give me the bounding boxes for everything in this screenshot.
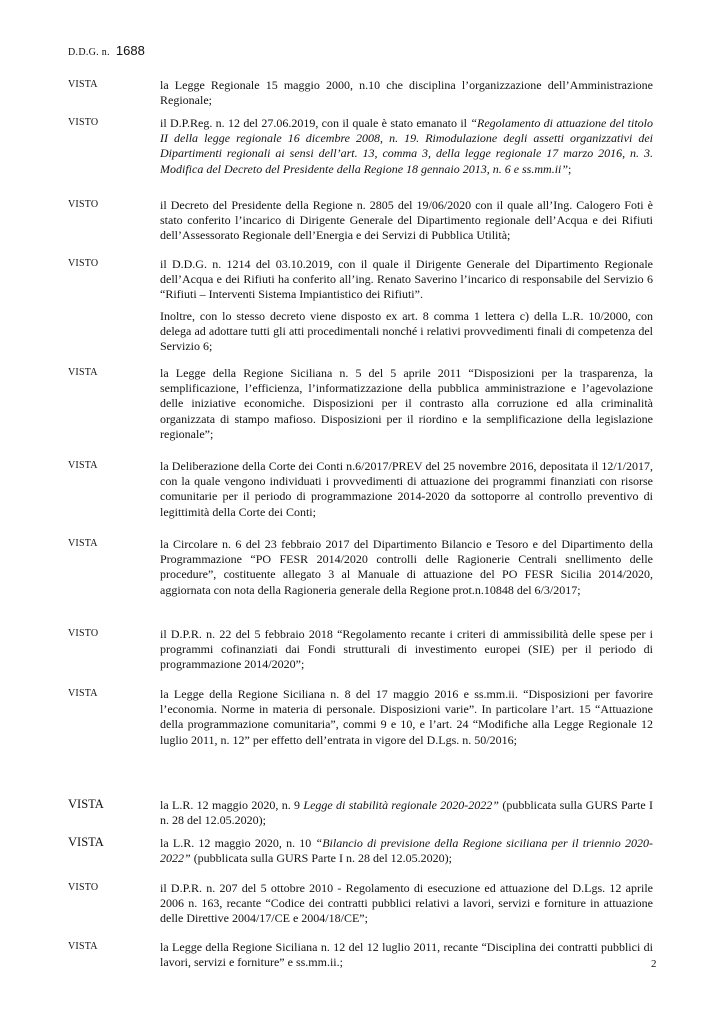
recital-text-segment: il D.D.G. n. 1214 del 03.10.2019, con il quale il Dirigente Generale del Dipartimento Regionale dell’Acqua e dei Rifiuti ha conferito all’ing. Renato Saverino l’incarico di responsabile del Servizio 6 “Rifiuti – Interventi Sistema Impiantistico dei Rifiuti”. <box>160 257 653 302</box>
recital-text-segment: la Legge Regionale 15 maggio 2000, n.10 che disciplina l’organizzazione dell’Amministrazione Regionale; <box>160 78 653 108</box>
recital-text-segment: il D.P.R. n. 207 del 5 ottobre 2010 - Regolamento di esecuzione ed attuazione del D.Lgs. 12 aprile 2006 n. 163, recante “Codice dei contratti pubblici relativi a lavori, servizi e forniture in attuazione delle Direttive 2004/17/CE e 2004/18/CE”; <box>160 881 653 926</box>
recital-text-segment: la L.R. 12 maggio 2020, n. 10 <box>160 836 316 850</box>
recital-text <box>160 116 653 177</box>
recital-text <box>160 798 653 828</box>
recital-label: VISTO <box>68 628 99 639</box>
recital-paragraph <box>160 940 653 970</box>
recital-label: VISTA <box>68 367 98 378</box>
recital-text <box>160 537 653 598</box>
recital-paragraph <box>160 836 653 866</box>
recital-italic-text: Legge di stabilità regionale 2020-2022” <box>303 798 499 812</box>
recital-paragraph <box>160 459 653 520</box>
recital-label: VISTO <box>68 117 99 128</box>
recital-italic-text: “Bilancio di previsione della Regione siciliana per il triennio 2020-2022” <box>160 836 653 866</box>
recital-label: VISTA <box>68 835 104 849</box>
recital-paragraph <box>160 257 653 303</box>
recital-text <box>160 881 653 927</box>
recital-paragraph <box>160 116 653 177</box>
recital-label: VISTO <box>68 199 99 210</box>
recital-text-segment: la Legge della Regione Siciliana n. 12 del 12 luglio 2011, recante “Disciplina dei contratti pubblici di lavori, servizi e forniture” e ss.mm.ii.; <box>160 940 653 970</box>
recital-paragraph <box>160 798 653 828</box>
recital-text-segment: il Decreto del Presidente della Regione n. 2805 del 19/06/2020 con il quale all’Ing. Calogero Foti è stato conferito l’incarico di Dirigente Generale del Dipartimento regionale dell’Acqua e dei Rifiuti dell’Assessorato Regionale dell’Energia e dei Servizi di Pubblica Utilità; <box>160 198 653 243</box>
recital-paragraph <box>160 627 653 673</box>
recital-text-segment: la L.R. 12 maggio 2020, n. 9 <box>160 798 304 812</box>
recital-label: VISTO <box>68 882 99 893</box>
recital-paragraph <box>160 366 653 442</box>
recital-text-segment: Inoltre, con lo stesso decreto viene disposto ex art. 8 comma 1 lettera c) della L.R. 10/2000, con delega ad adottare tutti gli atti procedimentali nonché i relativi provvedimenti finali di competenza del Servizio 6; <box>160 308 653 354</box>
recital-text <box>160 366 653 442</box>
recital-text <box>160 836 653 866</box>
recital-text <box>160 257 653 354</box>
decree-code-label: D.D.G. n. <box>68 47 110 58</box>
recital-text <box>160 198 653 244</box>
recital-text-segment: il D.P.R. n. 22 del 5 febbraio 2018 “Regolamento recante i criteri di ammissibilità delle spese per i programmi cofinanziati dai Fondi strutturali di investimento europei (SIE) per il periodo di programmazione 2014/2020”; <box>160 627 653 672</box>
page-number: 2 <box>651 958 657 970</box>
recital-label: VISTA <box>68 797 104 811</box>
recital-paragraph <box>160 881 653 927</box>
recital-text-segment: la Legge della Regione Siciliana n. 8 del 17 maggio 2016 e ss.mm.ii. “Disposizioni per favorire l’economia. Norme in materia di personale. Disposizioni varie”. In particolare l’art. 15 “Attuazione della programmazione comunitaria”, commi 9 e 10, e l’art. 24 “Modifiche alla Legge Regionale 12 luglio 2011, n. 12” per effetto dell’entrata in vigore del D.Lgs. n. 50/2016; <box>160 687 653 747</box>
recital-paragraph <box>160 198 653 244</box>
recital-label: VISTA <box>68 79 98 90</box>
recital-text-segment: la Deliberazione della Corte dei Conti n.6/2017/PREV del 25 novembre 2016, depositata il 12/1/2017, con la quale vengono individuati i provvedimenti di attuazione dei programmi finanziati con risorse comunitarie per il periodo di programmazione 2014-2020 da sottoporre al controllo preventivo di legittimità della Corte dei Conti; <box>160 459 653 519</box>
recital-label: VISTO <box>68 258 99 269</box>
recital-paragraph <box>160 78 653 108</box>
recital-text-segment: la Circolare n. 6 del 23 febbraio 2017 del Dipartimento Bilancio e Tesoro e del Dipartimento della Programmazione “PO FESR 2014/2020 controlli delle Ragionerie Centrali snellimento delle procedure”, costituente allegato 3 al Manuale di attuazione del PO FESR Sicilia 2014/2020, aggiornata con nota della Ragioneria generale della Regione prot.n.10848 del 6/3/2017; <box>160 537 653 597</box>
recital-label: VISTA <box>68 941 98 952</box>
decree-number: 1688 <box>115 43 145 58</box>
recital-text <box>160 940 653 970</box>
recital-paragraph <box>160 687 653 748</box>
recital-italic-text: “Regolamento di attuazione del titolo II della legge regionale 16 dicembre 2008, n. 19. Rimodulazione degli assetti organizzativi dei Dipartimenti regionali ai sensi dell’art. 13, comma 3, della legge regionale 17 marzo 2016, n. 3. Modifica del Decreto del Presidente della Regione 18 gennaio 2013, n. 6 e ss.mm.ii” <box>160 116 653 176</box>
recital-text-segment: (pubblicata sulla GURS Parte I n. 28 del 12.05.2020); <box>190 851 452 866</box>
recital-text-segment: il D.P.Reg. n. 12 del 27.06.2019, con il quale è stato emanato il <box>160 116 471 130</box>
recital-text <box>160 627 653 673</box>
recital-paragraph <box>160 309 653 355</box>
recital-paragraph <box>160 537 653 598</box>
recital-label: VISTA <box>68 688 98 699</box>
recital-label: VISTA <box>68 460 98 471</box>
recital-label: VISTA <box>68 538 98 549</box>
recital-text-segment: ; <box>568 161 572 176</box>
recital-text <box>160 687 653 748</box>
recital-text-segment: la Legge della Regione Siciliana n. 5 del 5 aprile 2011 “Disposizioni per la trasparenza, la semplificazione, l’efficienza, l’informatizzazione della pubblica amministrazione e l’agevolazione delle iniziative economiche. Disposizioni per il contrasto alla corruzione ed alla criminalità organizzata di stampo mafioso. Disposizioni per il riordino e la semplificazione della legislazione regionale”; <box>160 366 653 441</box>
recital-text <box>160 459 653 520</box>
recital-text <box>160 78 653 108</box>
recital-text-segment: (pubblicata sulla GURS Parte I n. 28 del 12.05.2020); <box>160 798 653 828</box>
